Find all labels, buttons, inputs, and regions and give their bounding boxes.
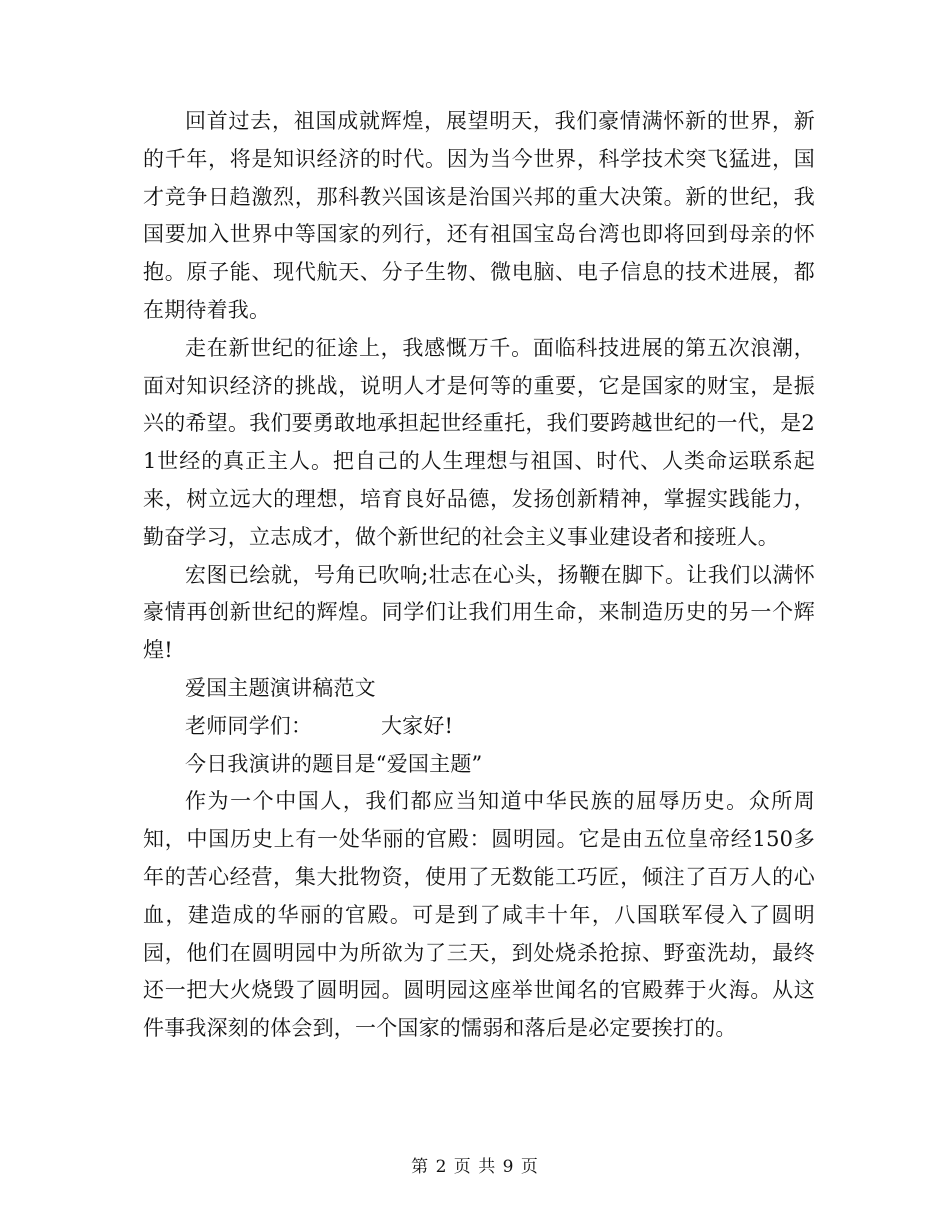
greeting-line: 老师同学们： 大家好! [185,713,454,738]
page-footer: 第 2 页 共 9 页 [411,1157,539,1177]
paragraph-looking-back: 回首过去，祖国成就辉煌，展望明天，我们豪情满怀新的世界，新的千年，将是知识经济的时代。因为当今世界，科学技术突飞猛进，国才竞争日趋激烈，那科教兴国该是治国兴邦的重大决策。新的世纪，我国要加入世界中等国家的列行，还有祖国宝岛台湾也即将回到母亲的怀抱。原子能、现代航天、分子生物、微电脑、电子信息的技术进展，都在期待着我。 [143,109,815,322]
document-body [143,103,815,1048]
paragraph-history: 作为一个中国人，我们都应当知道中华民族的屈辱历史。众所周知，中国历史上有一处华丽的官殿：圆明园。它是由五位皇帝经150多年的苦心经营，集大批物资，使用了无数能工巧匠，倾注了百万人的心血，建造成的华丽的官殿。可是到了咸丰十年，八国联军侵入了圆明园，他们在圆明园中为所欲为了三天，到处烧杀抢掠、野蛮洗劫，最终还一把大火烧毁了圆明园。圆明园这座举世闻名的官殿葬于火海。从这件事我深刻的体会到，一个国家的懦弱和落后是必定要挨打的。 [143,789,815,1041]
paragraph-blueprint: 宏图已绘就，号角已吹响;壮志在心头，扬鞭在脚下。让我们以满怀豪情再创新世纪的辉煌。同学们让我们用生命，来制造历史的另一个辉煌! [143,562,815,663]
paragraph-new-century: 走在新世纪的征途上，我感慨万千。面临科技进展的第五次浪潮，面对知识经济的挑战，说明人才是何等的重要，它是国家的财宝，是振兴的希望。我们要勇敢地承担起世经重托，我们要跨越世纪的一代，是21世经的真正主人。把自己的人生理想与祖国、时代、人类命运联系起来，树立远大的理想，培育良好品德，发扬创新精神，掌握实践能力，勤奋学习，立志成才，做个新世纪的社会主义事业建设者和接班人。 [143,335,815,549]
section-title: 爱国主题演讲稿范文 [185,675,376,700]
speech-topic-line: 今日我演讲的题目是“爱国主题” [185,751,483,776]
